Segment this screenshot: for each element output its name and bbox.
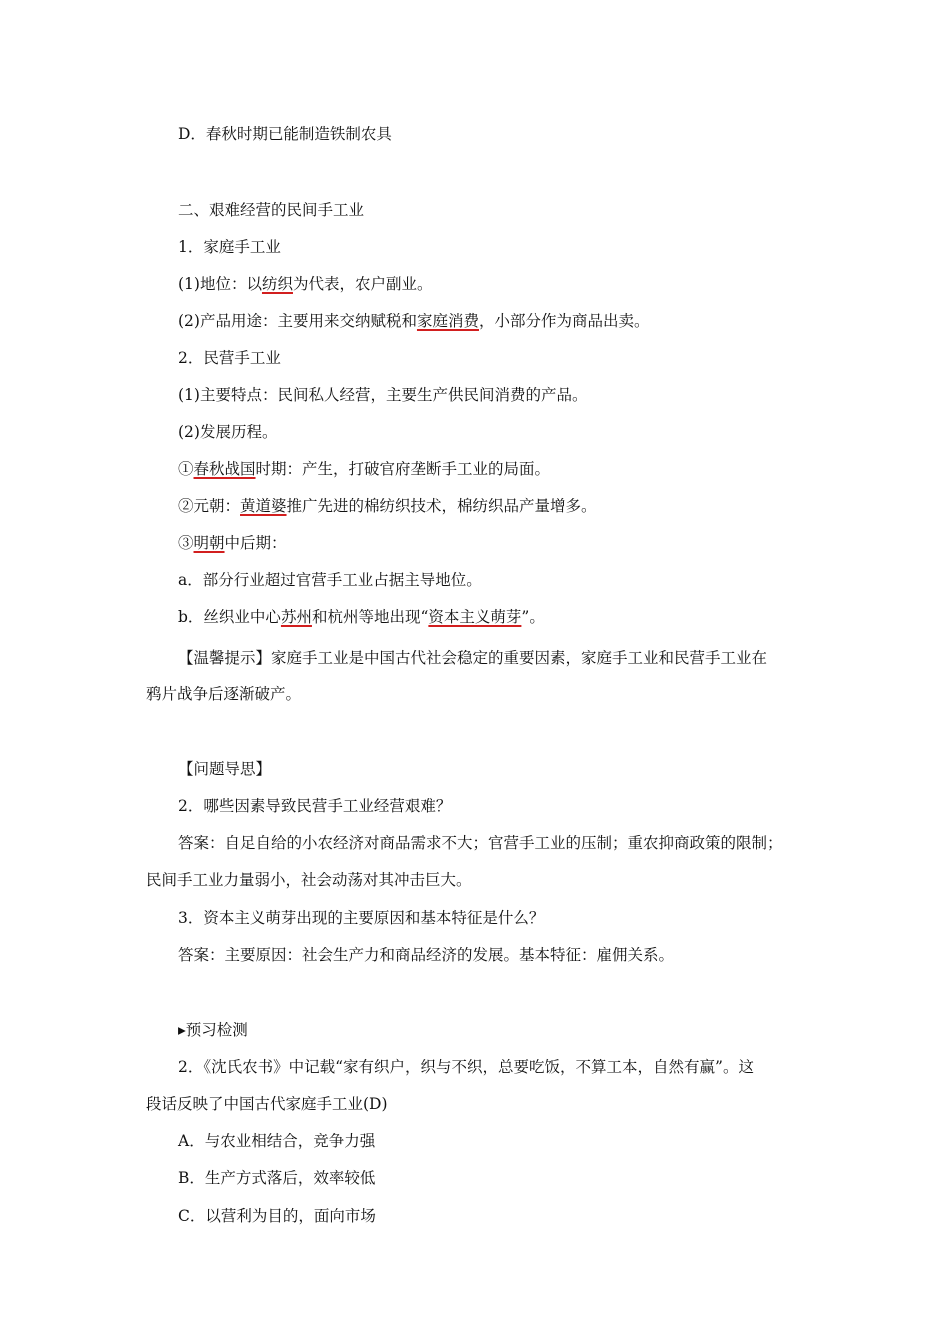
underlined-keyword: 家庭消费 (416, 312, 479, 330)
private-industry-title: 2．民营手工业 (178, 349, 281, 367)
underlined-keyword: 明朝 (193, 534, 225, 552)
text-segment: 和杭州等地出现“ (311, 608, 429, 626)
text-segment: ① (178, 460, 194, 478)
history-stage-2 (178, 496, 597, 516)
text-segment: ，小部分作为商品出卖。 (478, 312, 650, 330)
home-industry-use (178, 311, 650, 331)
text-segment: (1)地位：以 (178, 275, 262, 293)
text-segment: (2)产品用途：主要用来交纳赋税和 (178, 312, 417, 330)
underlined-keyword: 春秋战国 (193, 460, 256, 478)
text-segment: 推广先进的棉纺织技术，棉纺织品产量增多。 (286, 497, 597, 515)
guide-title: 【问题导思】 (178, 760, 272, 778)
underlined-keyword: 黄道婆 (240, 497, 287, 515)
text-segment: 为代表，农户副业。 (292, 275, 433, 293)
home-industry-status (178, 274, 433, 294)
preview-question-line-1: 2．《沈氏农书》中记载“家有织户，织与不织，总要吃饭，不算工本，自然有赢”。这 (178, 1058, 754, 1076)
preview-title: ▸预习检测 (178, 1021, 248, 1039)
section-title: 二、艰难经营的民间手工业 (178, 201, 365, 219)
answer-2-line-2: 民间手工业力量弱小，社会动荡对其冲击巨大。 (146, 871, 472, 889)
text-segment: 中后期： (224, 534, 287, 552)
text-segment: 时期：产生，打破官府垄断手工业的局面。 (255, 460, 551, 478)
underlined-keyword: 资本主义萌芽 (428, 608, 522, 626)
history-stage-1 (178, 459, 550, 479)
answer-3: 答案：主要原因：社会生产力和商品经济的发展。基本特征：雇佣关系。 (178, 946, 675, 964)
history-stage-3b (178, 607, 545, 627)
text-segment: ”。 (521, 608, 545, 626)
question-2: 2．哪些因素导致民营手工业经营艰难？ (178, 797, 452, 815)
private-industry-feature: (1)主要特点：民间私人经营，主要生产供民间消费的产品。 (178, 386, 588, 404)
option-c: C．以营利为目的，面向市场 (178, 1207, 376, 1225)
option-d-prev: D．春秋时期已能制造铁制农具 (178, 125, 392, 143)
text-segment: b．丝织业中心 (178, 608, 281, 626)
underlined-keyword: 纺织 (261, 275, 293, 293)
tip-line-1: 【温馨提示】家庭手工业是中国古代社会稳定的重要因素，家庭手工业和民营手工业在 (178, 649, 768, 667)
option-a: A．与农业相结合，竞争力强 (178, 1132, 376, 1150)
tip-line-2: 鸦片战争后逐渐破产。 (146, 685, 302, 703)
text-segment: ③ (178, 534, 194, 552)
answer-2-line-1: 答案：自足自给的小农经济对商品需求不大；官营手工业的压制；重农抑商政策的限制； (178, 834, 783, 852)
history-stage-3a: a．部分行业超过官营手工业占据主导地位。 (178, 571, 482, 589)
private-industry-history: (2)发展历程。 (178, 423, 278, 441)
history-stage-3 (178, 533, 287, 553)
text-segment: ②元朝： (178, 497, 241, 515)
underlined-keyword: 苏州 (280, 608, 312, 626)
preview-question-line-2: 段话反映了中国古代家庭手工业(D) (146, 1095, 388, 1113)
question-3: 3．资本主义萌芽出现的主要原因和基本特征是什么？ (178, 909, 545, 927)
home-industry-title: 1．家庭手工业 (178, 238, 281, 256)
option-b: B．生产方式落后，效率较低 (178, 1169, 376, 1187)
